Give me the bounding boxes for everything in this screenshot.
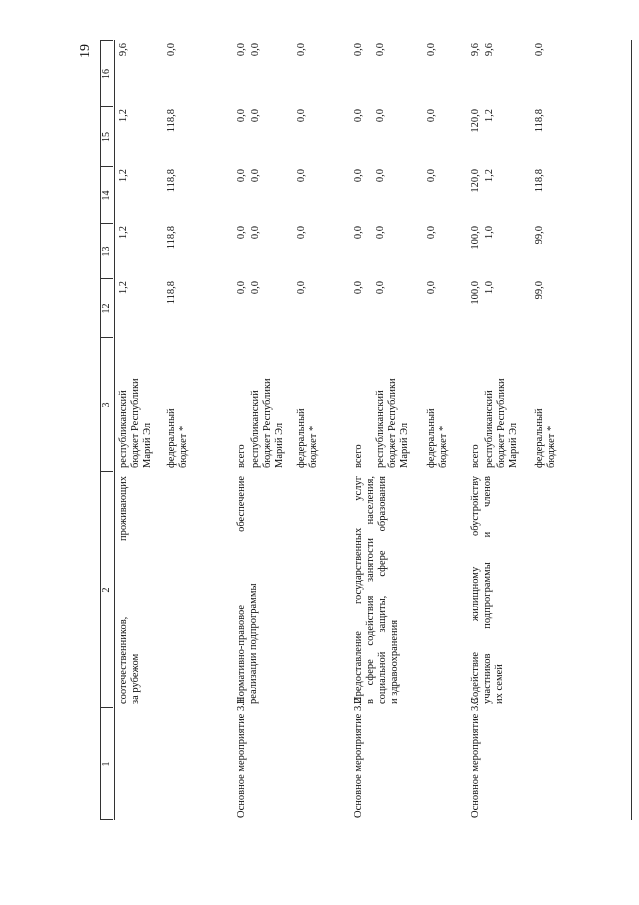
block-description-line: соотечественников, проживающих bbox=[118, 476, 129, 704]
block-description-line: Предоставление государственных услуг bbox=[353, 476, 364, 704]
value-cell: 0,0 bbox=[296, 281, 307, 295]
value-cell: 0,0 bbox=[375, 281, 386, 295]
value-cell: 0,0 bbox=[426, 226, 437, 240]
value-cell: 0,0 bbox=[296, 43, 307, 57]
block-col1-label: Основное мероприятие 3.1 bbox=[236, 697, 247, 818]
funding-source-line: Марий Эл bbox=[508, 422, 519, 468]
value-cell: 0,0 bbox=[534, 43, 545, 57]
value-cell: 1,2 bbox=[484, 169, 495, 183]
value-cell: 1,0 bbox=[484, 281, 495, 295]
value-cell: 1,0 bbox=[484, 226, 495, 240]
funding-source-line: бюджет Республики bbox=[496, 378, 507, 468]
funding-source-line: бюджет * bbox=[546, 425, 557, 468]
funding-source-line: Марий Эл bbox=[274, 422, 285, 468]
table-bottom-border bbox=[631, 40, 632, 820]
value-cell: 118,8 bbox=[166, 226, 177, 250]
block-description-line: Нормативно-правовое обеспечение bbox=[236, 476, 247, 704]
value-cell: 0,0 bbox=[236, 281, 247, 295]
value-cell: 99,0 bbox=[534, 281, 545, 300]
funding-source-line: бюджет * bbox=[438, 425, 449, 468]
value-cell: 120,0 bbox=[470, 169, 481, 193]
column-header: 1 bbox=[101, 761, 112, 767]
value-cell: 0,0 bbox=[236, 109, 247, 123]
value-cell: 0,0 bbox=[296, 109, 307, 123]
funding-source-line: республиканский bbox=[375, 390, 386, 468]
block-description-line: их семей bbox=[494, 664, 505, 704]
value-cell: 0,0 bbox=[353, 109, 364, 123]
rotated-table-frame bbox=[100, 40, 632, 820]
page-number: 19 bbox=[78, 44, 93, 58]
funding-source-line: федеральный bbox=[296, 408, 307, 468]
block-description-line: реализации подпрограммы bbox=[248, 583, 259, 704]
value-cell: 9,6 bbox=[118, 43, 129, 57]
funding-source-line: всего bbox=[353, 444, 364, 468]
column-header: 14 bbox=[101, 190, 112, 201]
value-cell: 99,0 bbox=[534, 226, 545, 245]
funding-source-line: бюджет Республики bbox=[262, 378, 273, 468]
value-cell: 0,0 bbox=[166, 43, 177, 57]
column-header: 12 bbox=[101, 303, 112, 314]
column-header: 15 bbox=[101, 132, 112, 142]
block-description-line: социальной защиты, сфере образования bbox=[377, 476, 388, 704]
funding-source-line: федеральный bbox=[166, 408, 177, 468]
block-col1-label: Основное мероприятие 3.3 bbox=[470, 697, 481, 818]
funding-source-line: республиканский bbox=[118, 390, 129, 468]
funding-source-line: федеральный bbox=[426, 408, 437, 468]
funding-source-line: федеральный bbox=[534, 408, 545, 468]
column-header: 3 bbox=[101, 402, 112, 408]
header-bottom-border bbox=[114, 40, 115, 820]
value-cell: 9,6 bbox=[484, 43, 495, 57]
funding-source-line: бюджет Республики bbox=[387, 378, 398, 468]
column-header: 13 bbox=[101, 246, 112, 257]
value-cell: 0,0 bbox=[250, 169, 261, 183]
value-cell: 1,2 bbox=[118, 109, 129, 123]
value-cell: 0,0 bbox=[353, 281, 364, 295]
value-cell: 118,8 bbox=[166, 169, 177, 193]
value-cell: 118,8 bbox=[166, 109, 177, 133]
value-cell: 0,0 bbox=[353, 169, 364, 183]
value-cell: 100,0 bbox=[470, 226, 481, 250]
value-cell: 118,8 bbox=[534, 109, 545, 133]
value-cell: 0,0 bbox=[375, 43, 386, 57]
funding-source-line: бюджет Республики bbox=[130, 378, 141, 468]
block-description-line: Содействие жилищному обустройству bbox=[470, 476, 481, 704]
value-cell: 100,0 bbox=[470, 281, 481, 305]
block-description-line: за рубежом bbox=[130, 653, 141, 704]
column-header: 16 bbox=[101, 69, 112, 79]
value-cell: 0,0 bbox=[236, 226, 247, 240]
funding-source-line: Марий Эл bbox=[142, 422, 153, 468]
funding-source-line: всего bbox=[236, 444, 247, 468]
funding-source-line: всего bbox=[470, 444, 481, 468]
block-col1-label: Основное мероприятие 3.2 bbox=[353, 697, 364, 818]
column-header: 2 bbox=[101, 587, 112, 593]
budget-table bbox=[100, 40, 632, 820]
value-cell: 0,0 bbox=[426, 109, 437, 123]
value-cell: 1,2 bbox=[484, 109, 495, 123]
value-cell: 0,0 bbox=[375, 226, 386, 240]
value-cell: 0,0 bbox=[250, 226, 261, 240]
value-cell: 0,0 bbox=[353, 226, 364, 240]
value-cell: 0,0 bbox=[296, 226, 307, 240]
value-cell: 0,0 bbox=[250, 109, 261, 123]
funding-source-line: республиканский bbox=[484, 390, 495, 468]
value-cell: 0,0 bbox=[426, 43, 437, 57]
funding-source-line: бюджет * bbox=[308, 425, 319, 468]
block-description-line: в сфере содействия занятости населения, bbox=[365, 476, 376, 704]
value-cell: 0,0 bbox=[426, 281, 437, 295]
value-cell: 0,0 bbox=[236, 169, 247, 183]
value-cell: 0,0 bbox=[426, 169, 437, 183]
value-cell: 120,0 bbox=[470, 109, 481, 133]
value-cell: 1,2 bbox=[118, 169, 129, 183]
funding-source-line: Марий Эл bbox=[399, 422, 410, 468]
value-cell: 0,0 bbox=[250, 43, 261, 57]
block-description-line: участников подпрограммы и членов bbox=[482, 476, 493, 704]
value-cell: 0,0 bbox=[296, 169, 307, 183]
value-cell: 118,8 bbox=[166, 281, 177, 305]
funding-source-line: бюджет * bbox=[178, 425, 189, 468]
value-cell: 9,6 bbox=[470, 43, 481, 57]
funding-source-line: республиканский bbox=[250, 390, 261, 468]
value-cell: 0,0 bbox=[353, 43, 364, 57]
value-cell: 0,0 bbox=[250, 281, 261, 295]
value-cell: 0,0 bbox=[236, 43, 247, 57]
value-cell: 1,2 bbox=[118, 226, 129, 240]
value-cell: 118,8 bbox=[534, 169, 545, 193]
block-description-line: и здравоохранения bbox=[389, 619, 400, 704]
value-cell: 1,2 bbox=[118, 281, 129, 295]
value-cell: 0,0 bbox=[375, 169, 386, 183]
value-cell: 0,0 bbox=[375, 109, 386, 123]
